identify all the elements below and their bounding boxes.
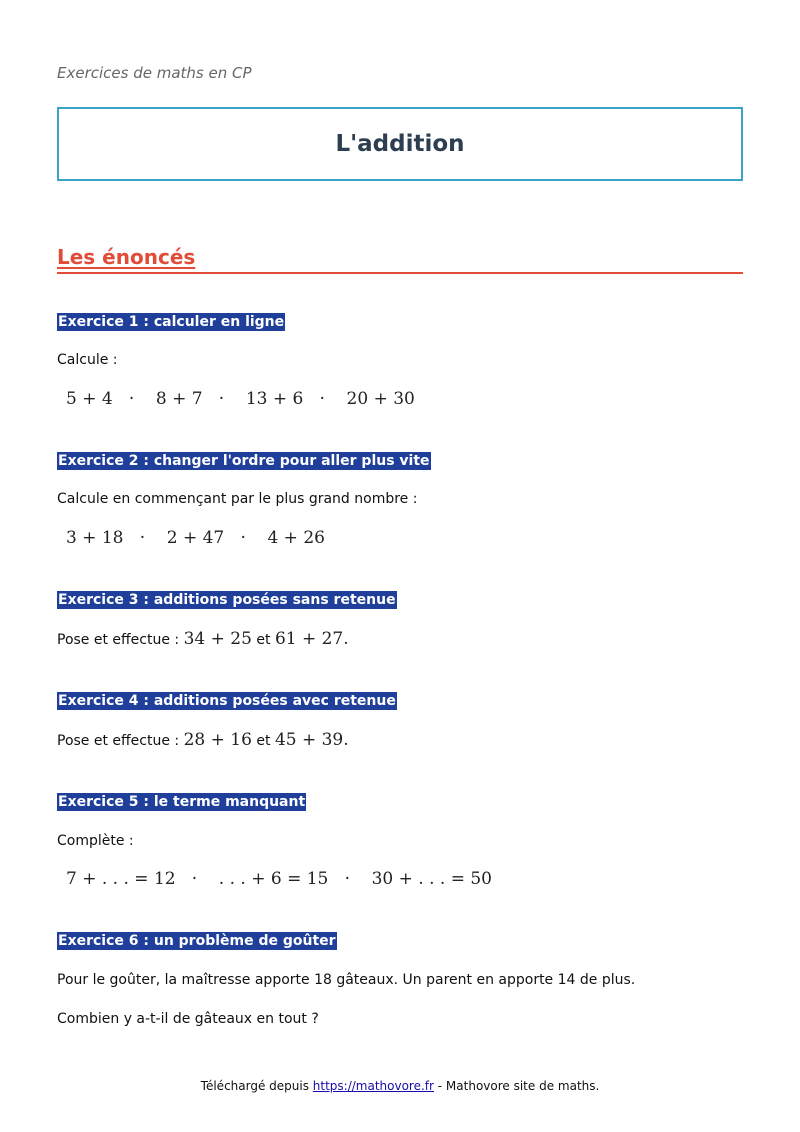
exercise-5-math: 7 + . . . = 12 · . . . + 6 = 15 · 30 + . . . = 50 bbox=[66, 869, 492, 889]
exercise-3-math-b: 61 + 27 bbox=[274, 629, 344, 649]
exercise-1-math: 5 + 4 · 8 + 7 · 13 + 6 · 20 + 30 bbox=[66, 389, 415, 409]
footer bbox=[0, 1079, 800, 1093]
footer-suffix: - Mathovore site de maths. bbox=[433, 1079, 600, 1093]
exercise-1-title: Exercice 1 : calculer en ligne bbox=[58, 314, 285, 330]
exercise-3-math-a: 34 + 25 bbox=[183, 629, 252, 649]
exercise-5-title: Exercice 5 : le terme manquant bbox=[58, 794, 306, 810]
exercise-2-instruction: Calcule en commençant par le plus grand nombre : bbox=[57, 491, 418, 507]
exercise-3-joiner: et bbox=[251, 632, 275, 648]
document-title: L'addition bbox=[335, 131, 465, 157]
document-subtitle: Exercices de maths en CP bbox=[57, 64, 252, 82]
exercise-2-title: Exercice 2 : changer l'ordre pour aller plus vite bbox=[58, 453, 430, 469]
exercise-6-title: Exercice 6 : un problème de goûter bbox=[58, 933, 336, 949]
exercise-4-line bbox=[57, 730, 349, 750]
footer-prefix: Téléchargé depuis bbox=[200, 1079, 313, 1093]
exercise-6-line-2: Combien y a-t-il de gâteaux en tout ? bbox=[57, 1011, 319, 1027]
exercise-4-instruction: Pose et effectue : bbox=[57, 733, 184, 749]
title-box bbox=[57, 107, 743, 181]
exercise-1-instruction: Calcule : bbox=[57, 352, 118, 368]
footer-link[interactable]: https://mathovore.fr bbox=[312, 1079, 434, 1093]
exercise-4-title: Exercice 4 : additions posées avec retenue bbox=[58, 693, 396, 709]
exercise-4-math-a: 28 + 16 bbox=[183, 730, 252, 750]
exercise-6-line-1: Pour le goûter, la maîtresse apporte 18 gâteaux. Un parent en apporte 14 de plus. bbox=[57, 972, 636, 988]
exercise-2-math: 3 + 18 · 2 + 47 · 4 + 26 bbox=[66, 528, 325, 548]
exercise-3-instruction: Pose et effectue : bbox=[57, 632, 184, 648]
exercise-4-joiner: et bbox=[251, 733, 275, 749]
exercise-4-math-b: 45 + 39 bbox=[274, 730, 344, 750]
exercise-3-end: . bbox=[343, 629, 349, 649]
exercise-3-title: Exercice 3 : additions posées sans retenue bbox=[58, 592, 396, 608]
section-title: Les énoncés bbox=[57, 245, 743, 274]
exercise-4-end: . bbox=[343, 730, 349, 750]
exercise-5-instruction: Complète : bbox=[57, 833, 134, 849]
exercise-3-line bbox=[57, 629, 349, 649]
